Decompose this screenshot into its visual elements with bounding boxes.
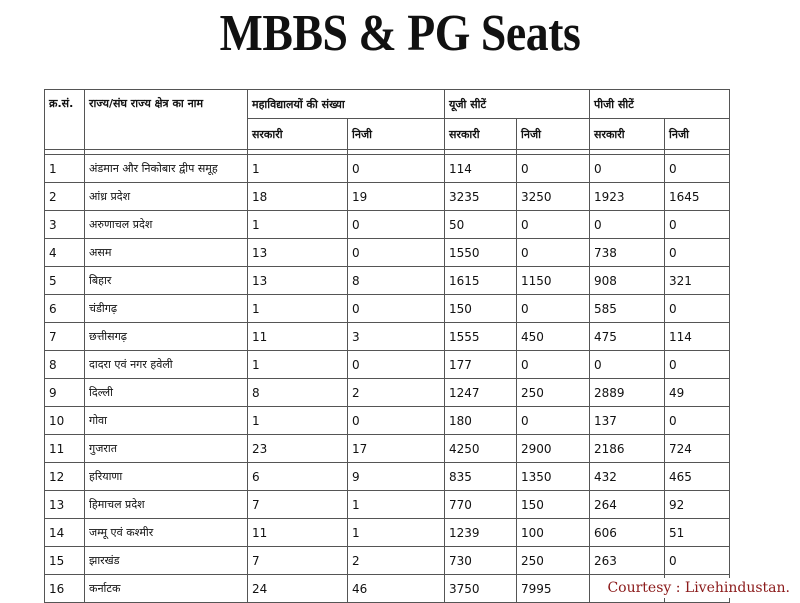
table-row <box>45 491 730 519</box>
cell-colleges-pvt: 19 <box>348 183 445 211</box>
cell-colleges-govt: 24 <box>248 575 348 603</box>
page-title: MBBS & PG Seats <box>219 5 581 62</box>
header-colleges: महाविद्यालयों की संख्या <box>248 90 445 119</box>
cell-colleges-govt: 1 <box>248 407 348 435</box>
table-row <box>45 463 730 491</box>
table-row <box>45 183 730 211</box>
cell-colleges-pvt: 0 <box>348 211 445 239</box>
cell-colleges-pvt: 0 <box>348 155 445 183</box>
cell-pg-pvt: 465 <box>665 463 730 491</box>
cell-colleges-govt: 1 <box>248 211 348 239</box>
cell-colleges-govt: 6 <box>248 463 348 491</box>
cell-ug-govt: 180 <box>445 407 517 435</box>
cell-colleges-govt: 1 <box>248 351 348 379</box>
cell-ug-pvt: 150 <box>517 491 590 519</box>
cell-ug-pvt: 450 <box>517 323 590 351</box>
cell-colleges-pvt: 1 <box>348 519 445 547</box>
cell-sno: 8 <box>45 351 85 379</box>
cell-sno: 10 <box>45 407 85 435</box>
header-pg-seats: पीजी सीटें <box>590 90 730 119</box>
cell-pg-govt: 1923 <box>590 183 665 211</box>
cell-pg-pvt: 1645 <box>665 183 730 211</box>
table-row <box>45 379 730 407</box>
cell-ug-govt: 1555 <box>445 323 517 351</box>
cell-ug-govt: 770 <box>445 491 517 519</box>
cell-ug-govt: 1550 <box>445 239 517 267</box>
cell-ug-govt: 177 <box>445 351 517 379</box>
cell-pg-pvt: 49 <box>665 379 730 407</box>
cell-colleges-pvt: 8 <box>348 267 445 295</box>
cell-sno: 11 <box>45 435 85 463</box>
cell-colleges-pvt: 9 <box>348 463 445 491</box>
cell-state: जम्मू एवं कश्मीर <box>85 519 248 547</box>
cell-pg-pvt: 114 <box>665 323 730 351</box>
cell-ug-pvt: 1150 <box>517 267 590 295</box>
cell-colleges-pvt: 46 <box>348 575 445 603</box>
seats-table <box>44 89 730 603</box>
header-colleges-govt: सरकारी <box>248 119 348 150</box>
cell-pg-govt: 2889 <box>590 379 665 407</box>
cell-state: आंध्र प्रदेश <box>85 183 248 211</box>
cell-sno: 5 <box>45 267 85 295</box>
cell-pg-govt: 264 <box>590 491 665 519</box>
cell-pg-govt: 137 <box>590 407 665 435</box>
cell-pg-govt: 0 <box>590 211 665 239</box>
cell-pg-pvt: 0 <box>665 407 730 435</box>
cell-pg-pvt: 51 <box>665 519 730 547</box>
cell-ug-govt: 1615 <box>445 267 517 295</box>
cell-pg-pvt: 92 <box>665 491 730 519</box>
cell-ug-pvt: 2900 <box>517 435 590 463</box>
cell-state: असम <box>85 239 248 267</box>
header-sno: क्र.सं. <box>45 90 85 150</box>
cell-ug-pvt: 0 <box>517 239 590 267</box>
table-row <box>45 407 730 435</box>
cell-pg-govt: 432 <box>590 463 665 491</box>
courtesy-note: Courtesy : Livehindustan. <box>603 578 794 598</box>
cell-pg-govt: 738 <box>590 239 665 267</box>
cell-colleges-pvt: 2 <box>348 547 445 575</box>
cell-pg-govt: 0 <box>590 351 665 379</box>
cell-colleges-govt: 18 <box>248 183 348 211</box>
header-pg-pvt: निजी <box>665 119 730 150</box>
cell-ug-govt: 730 <box>445 547 517 575</box>
cell-state: गोवा <box>85 407 248 435</box>
cell-state: अरुणाचल प्रदेश <box>85 211 248 239</box>
cell-pg-pvt: 0 <box>665 211 730 239</box>
cell-ug-pvt: 3250 <box>517 183 590 211</box>
cell-pg-pvt: 724 <box>665 435 730 463</box>
cell-colleges-govt: 11 <box>248 323 348 351</box>
cell-ug-govt: 835 <box>445 463 517 491</box>
cell-ug-pvt: 0 <box>517 407 590 435</box>
cell-colleges-govt: 11 <box>248 519 348 547</box>
cell-pg-govt: 908 <box>590 267 665 295</box>
cell-colleges-govt: 13 <box>248 267 348 295</box>
cell-pg-pvt: 321 <box>665 267 730 295</box>
table-row <box>45 351 730 379</box>
table-row <box>45 323 730 351</box>
cell-sno: 15 <box>45 547 85 575</box>
header-ug-seats: यूजी सीटें <box>445 90 590 119</box>
cell-ug-govt: 3750 <box>445 575 517 603</box>
cell-ug-govt: 3235 <box>445 183 517 211</box>
header-state: राज्य/संघ राज्य क्षेत्र का नाम <box>85 90 248 150</box>
header-ug-govt: सरकारी <box>445 119 517 150</box>
cell-pg-pvt: 0 <box>665 351 730 379</box>
header-colleges-pvt: निजी <box>348 119 445 150</box>
cell-colleges-pvt: 2 <box>348 379 445 407</box>
header-pg-govt: सरकारी <box>590 119 665 150</box>
cell-ug-pvt: 7995 <box>517 575 590 603</box>
cell-colleges-pvt: 0 <box>348 239 445 267</box>
cell-pg-pvt: 0 <box>665 155 730 183</box>
table-row <box>45 211 730 239</box>
cell-state: दिल्ली <box>85 379 248 407</box>
cell-ug-pvt: 0 <box>517 351 590 379</box>
cell-ug-pvt: 0 <box>517 211 590 239</box>
cell-sno: 9 <box>45 379 85 407</box>
cell-colleges-govt: 1 <box>248 295 348 323</box>
cell-pg-govt: 585 <box>590 295 665 323</box>
cell-pg-govt: 475 <box>590 323 665 351</box>
cell-state: कर्नाटक <box>85 575 248 603</box>
cell-sno: 13 <box>45 491 85 519</box>
cell-sno: 14 <box>45 519 85 547</box>
cell-colleges-govt: 23 <box>248 435 348 463</box>
table-row <box>45 295 730 323</box>
cell-ug-pvt: 250 <box>517 547 590 575</box>
cell-sno: 3 <box>45 211 85 239</box>
cell-state: दादरा एवं नगर हवेली <box>85 351 248 379</box>
cell-sno: 12 <box>45 463 85 491</box>
cell-colleges-govt: 8 <box>248 379 348 407</box>
cell-pg-govt: 263 <box>590 547 665 575</box>
cell-sno: 2 <box>45 183 85 211</box>
table-row <box>45 435 730 463</box>
cell-sno: 6 <box>45 295 85 323</box>
table-row <box>45 267 730 295</box>
table-row <box>45 547 730 575</box>
cell-ug-pvt: 0 <box>517 155 590 183</box>
cell-colleges-pvt: 1 <box>348 491 445 519</box>
cell-colleges-pvt: 0 <box>348 351 445 379</box>
cell-state: हिमाचल प्रदेश <box>85 491 248 519</box>
cell-ug-pvt: 0 <box>517 295 590 323</box>
cell-state: चंडीगढ़ <box>85 295 248 323</box>
cell-state: छत्तीसगढ़ <box>85 323 248 351</box>
table-row <box>45 239 730 267</box>
cell-sno: 7 <box>45 323 85 351</box>
cell-state: बिहार <box>85 267 248 295</box>
cell-ug-govt: 150 <box>445 295 517 323</box>
cell-ug-pvt: 1350 <box>517 463 590 491</box>
cell-pg-pvt: 0 <box>665 547 730 575</box>
cell-state: गुजरात <box>85 435 248 463</box>
cell-ug-pvt: 250 <box>517 379 590 407</box>
cell-pg-pvt: 0 <box>665 239 730 267</box>
cell-colleges-pvt: 3 <box>348 323 445 351</box>
table-row <box>45 519 730 547</box>
cell-sno: 1 <box>45 155 85 183</box>
cell-state: हरियाणा <box>85 463 248 491</box>
cell-ug-pvt: 100 <box>517 519 590 547</box>
cell-colleges-pvt: 0 <box>348 295 445 323</box>
cell-pg-pvt: 0 <box>665 295 730 323</box>
cell-colleges-govt: 7 <box>248 547 348 575</box>
cell-pg-govt: 606 <box>590 519 665 547</box>
cell-colleges-pvt: 17 <box>348 435 445 463</box>
cell-state: अंडमान और निकोबार द्वीप समूह <box>85 155 248 183</box>
cell-ug-govt: 4250 <box>445 435 517 463</box>
cell-ug-govt: 50 <box>445 211 517 239</box>
cell-sno: 4 <box>45 239 85 267</box>
cell-colleges-pvt: 0 <box>348 407 445 435</box>
cell-colleges-govt: 7 <box>248 491 348 519</box>
table-row <box>45 155 730 183</box>
cell-pg-govt: 2186 <box>590 435 665 463</box>
header-ug-pvt: निजी <box>517 119 590 150</box>
cell-ug-govt: 1239 <box>445 519 517 547</box>
cell-colleges-govt: 13 <box>248 239 348 267</box>
cell-colleges-govt: 1 <box>248 155 348 183</box>
cell-ug-govt: 1247 <box>445 379 517 407</box>
cell-state: झारखंड <box>85 547 248 575</box>
cell-pg-govt: 0 <box>590 155 665 183</box>
cell-ug-govt: 114 <box>445 155 517 183</box>
cell-sno: 16 <box>45 575 85 603</box>
